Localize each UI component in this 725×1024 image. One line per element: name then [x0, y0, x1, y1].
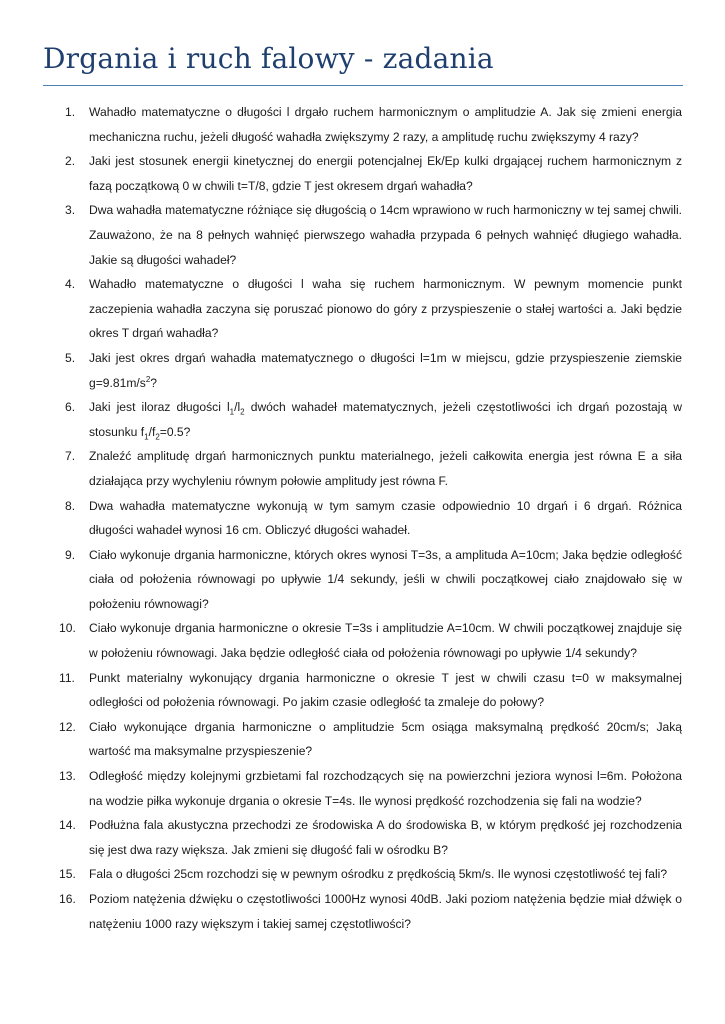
- item-number: 7.: [65, 449, 76, 464]
- subscript: 1: [229, 407, 235, 417]
- item-text: Jaki jest stosunek energii kinetycznej do energii potencjalnej Ek/Ep kulki drgającej ruchem harmonicznym z fazą początkową 0 w chwili t=T/8, gdzie T jest okresem drgań wahadła?: [89, 154, 682, 193]
- item-text: Ciało wykonuje drgania harmoniczne, których okres wynosi T=3s, a amplituda A=10cm; Jaka będzie odległość ciała od położenia równowagi po upływie 1/4 sekundy, jeśli w chwili początkowej ciało znajdowało się w położeniu równowagi?: [89, 547, 682, 611]
- list-item: [43, 198, 682, 272]
- list-item: [43, 272, 682, 346]
- item-text: Podłużna fala akustyczna przechodzi ze środowiska A do środowiska B, w którym prędkość jej rozchodzenia się jest dwa razy większa. Jak zmieni się długość fali w ośrodku B?: [89, 818, 682, 857]
- list-item: [43, 862, 682, 887]
- item-text: Ciało wykonujące drgania harmoniczne o amplitudzie 5cm osiąga maksymalną prędkość 20cm/s; Jaką wartość ma maksymalne przyspieszenie?: [89, 719, 682, 759]
- item-number: 2.: [65, 154, 76, 169]
- list-item: [43, 395, 682, 444]
- task-list: [43, 100, 682, 936]
- item-text: Wahadło matematyczne o długości l drgało ruchem harmonicznym o amplitudzie A. Jak się zmieni energia mechaniczna ruchu, jeżeli długość wahadła zwiększymy 2 razy, a amplitudę ruchu zwiększymy 4 razy?: [89, 105, 682, 144]
- item-number: 14.: [59, 818, 76, 833]
- item-number: 1.: [65, 105, 76, 119]
- text-fragment: /f: [148, 424, 156, 439]
- item-number: 4.: [65, 277, 76, 292]
- list-item: [43, 543, 682, 617]
- list-item: [43, 813, 682, 862]
- item-text: [89, 400, 682, 442]
- item-text: Dwa wahadła matematyczne wykonują w tym samym czasie odpowiednio 10 drgań i 6 drgań. Różnica długości wahadeł wynosi 16 cm. Obliczyć długości wahadeł.: [89, 498, 682, 538]
- item-text: Dwa wahadła matematyczne różniące się długością o 14cm wprawiono w ruch harmoniczny w tej samej chwili. Zauważono, że na 8 pełnych wahnięć pierwszego wahadła przypada 6 pełnych wahnięć długiego wahadła. Jakie są długości wahadeł?: [89, 203, 682, 267]
- item-text: Punkt materialny wykonujący drgania harmoniczne o okresie T jest w chwili czasu t=0 w maksymalnej odległości od położenia równowagi. Po jakim czasie odległość ta zmaleje do połowy?: [89, 670, 682, 710]
- item-text: Ciało wykonuje drgania harmoniczne o okresie T=3s i amplitudzie A=10cm. W chwili początkowej znajduje się w położeniu równowagi. Jaka będzie odległość ciała od położenia równowagi po upływie 1/4 sekundy?: [89, 621, 682, 661]
- text-fragment: /l: [234, 400, 241, 415]
- item-number: 9.: [65, 547, 76, 562]
- list-item: [43, 149, 682, 198]
- item-number: 13.: [59, 769, 76, 784]
- list-item: [43, 494, 682, 543]
- item-text: Odległość między kolejnymi grzbietami fal rozchodzących się na powierzchni jeziora wynosi l=6m. Położona na wodzie piłka wykonuje drgania o okresie T=4s. Ile wynosi prędkość rozchodzenia się fali na wodzie?: [89, 769, 682, 808]
- item-number: 15.: [59, 867, 76, 882]
- list-item: [43, 444, 682, 493]
- list-item: [43, 887, 682, 936]
- text-fragment: Jaki jest iloraz długości l: [89, 400, 230, 415]
- subscript: 2: [155, 432, 160, 442]
- item-text: Fala o długości 25cm rozchodzi się w pewnym ośrodku z prędkością 5km/s. Ile wynosi częstotliwość tej fali?: [89, 867, 668, 882]
- subscript: 2: [240, 407, 245, 417]
- item-number: 3.: [65, 203, 76, 218]
- text-fragment: ?: [150, 375, 157, 390]
- list-item: [43, 666, 682, 715]
- text-fragment: Jaki jest okres drgań wahadła matematycznego o długości l=1m w miejscu, gdzie przyspieszenie ziemskie g=9.81m/s: [89, 350, 682, 390]
- item-number: 16.: [59, 892, 76, 906]
- item-text: Poziom natężenia dźwięku o częstotliwości 1000Hz wynosi 40dB. Jaki poziom natężenia będzie miał dźwięk o natężeniu 1000 razy większym i takiej samej częstotliwości?: [89, 892, 682, 931]
- page-title: Drgania i ruch falowy - zadania: [43, 42, 494, 75]
- item-text: Znaleźć amplitudę drgań harmonicznych punktu materialnego, jeżeli całkowita energia jest równa E a siła działająca przy wychyleniu równym połowie amplitudy jest równa F.: [89, 449, 682, 488]
- item-number: 6.: [65, 400, 76, 415]
- list-item: [43, 616, 682, 665]
- item-text: [89, 351, 682, 390]
- title-divider: [43, 85, 683, 86]
- item-number: 11.: [59, 670, 75, 685]
- item-number: 8.: [65, 498, 76, 513]
- list-item: [43, 764, 682, 813]
- item-number: 12.: [59, 719, 76, 734]
- item-number: 10.: [59, 621, 76, 636]
- subscript: 1: [144, 432, 149, 442]
- list-item: [43, 100, 682, 149]
- item-text: Wahadło matematyczne o długości l waha się ruchem harmonicznym. W pewnym momencie punkt zaczepienia wahadła zaczyna się poruszać pionowo do góry z przyspieszenie o stałej wartości a. Jaki będzie okres T drgań wahadła?: [89, 277, 682, 341]
- text-fragment: =0.5?: [159, 424, 191, 439]
- superscript: 2: [145, 374, 151, 384]
- text-fragment: dwóch wahadeł matematycznych, jeżeli częstotliwości ich drgań pozostają w stosunku f: [89, 400, 682, 439]
- item-number: 5.: [65, 350, 76, 365]
- list-item: [43, 346, 682, 395]
- list-item: [43, 715, 682, 764]
